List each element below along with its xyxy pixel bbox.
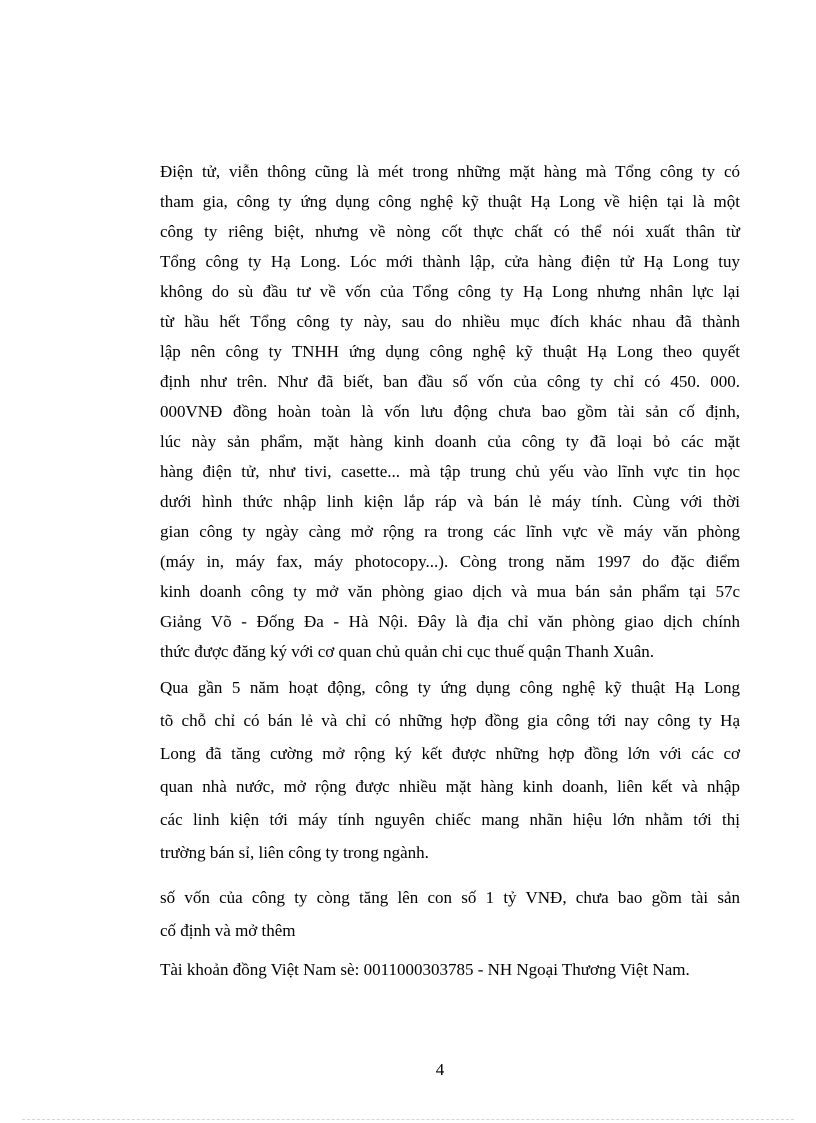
- text-line: định như trên. Như đã biết, ban đầu số vốn của công ty chỉ có 450. 000.: [160, 372, 740, 391]
- text-line: số vốn của công ty còng tăng lên con số 1 tỷ VNĐ, chưa bao gồm tài sản: [160, 888, 740, 907]
- text-line: 000VNĐ đồng hoàn toàn là vốn lưu động chưa bao gồm tài sản cố định,: [160, 402, 740, 421]
- text-line: Qua gần 5 năm hoạt động, công ty ứng dụng công nghệ kỹ thuật Hạ Long: [160, 678, 740, 697]
- text-line: tõ chỗ chỉ có bán lẻ và chỉ có những hợp đồng gia công tới nay công ty Hạ: [160, 711, 740, 730]
- text-line: Tài khoản đồng Việt Nam sè: 0011000303785 - NH Ngoại Thương Việt Nam.: [160, 960, 690, 979]
- text-line: các linh kiện tới máy tính nguyên chiếc mang nhãn hiệu lớn nhằm tới thị: [160, 810, 740, 829]
- page-bottom-divider: [22, 1119, 794, 1120]
- text-line: trường bán sỉ, liên công ty trong ngành.: [160, 843, 429, 862]
- text-line: (máy in, máy fax, máy photocopy...). Còng trong năm 1997 do đặc điểm: [160, 552, 740, 571]
- text-line: từ hầu hết Tổng công ty này, sau do nhiều mục đích khác nhau đã thành: [160, 312, 740, 331]
- text-line: gian công ty ngày càng mở rộng ra trong các lĩnh vực về máy văn phòng: [160, 522, 740, 541]
- text-line: Tổng công ty Hạ Long. Lóc mới thành lập, cửa hàng điện tử Hạ Long tuy: [160, 252, 740, 271]
- text-line: lúc này sản phẩm, mặt hàng kinh doanh của công ty đã loại bỏ các mặt: [160, 432, 740, 451]
- text-line: quan nhà nước, mở rộng được nhiều mặt hàng kinh doanh, liên kết và nhập: [160, 777, 740, 796]
- text-line: Long đã tăng cường mở rộng ký kết được những hợp đồng lớn với các cơ: [160, 744, 740, 763]
- text-line: không do sù đầu tư về vốn của Tổng công ty Hạ Long nhưng nhân lực lại: [160, 282, 740, 301]
- text-line: Giảng Võ - Đống Đa - Hà Nội. Đây là địa chỉ văn phòng giao dịch chính: [160, 612, 740, 631]
- text-line: thức được đăng ký với cơ quan chủ quản chi cục thuế quận Thanh Xuân.: [160, 642, 655, 661]
- text-line: tham gia, công ty ứng dụng công nghệ kỹ thuật Hạ Long về hiện tại là một: [160, 192, 740, 211]
- page-number: 4: [435, 1060, 445, 1079]
- text-line: lập nên công ty TNHH ứng dụng công nghệ kỹ thuật Hạ Long theo quyết: [160, 342, 740, 361]
- text-line: dưới hình thức nhập linh kiện lắp ráp và bán lẻ máy tính. Cùng với thời: [160, 492, 740, 511]
- text-line: cố định và mở thêm: [160, 921, 296, 940]
- text-line: Điện tử, viễn thông cũng là mét trong những mặt hàng mà Tổng công ty có: [160, 162, 740, 181]
- text-line: công ty riêng biệt, nhưng về nòng cốt thực chất có thể nói xuất thân từ: [160, 222, 740, 241]
- text-line: hàng điện tử, như tivi, casette... mà tập trung chủ yếu vào lĩnh vực tin học: [160, 462, 740, 481]
- text-line: kinh doanh công ty mở văn phòng giao dịch và mua bán sản phẩm tại 57c: [160, 582, 740, 601]
